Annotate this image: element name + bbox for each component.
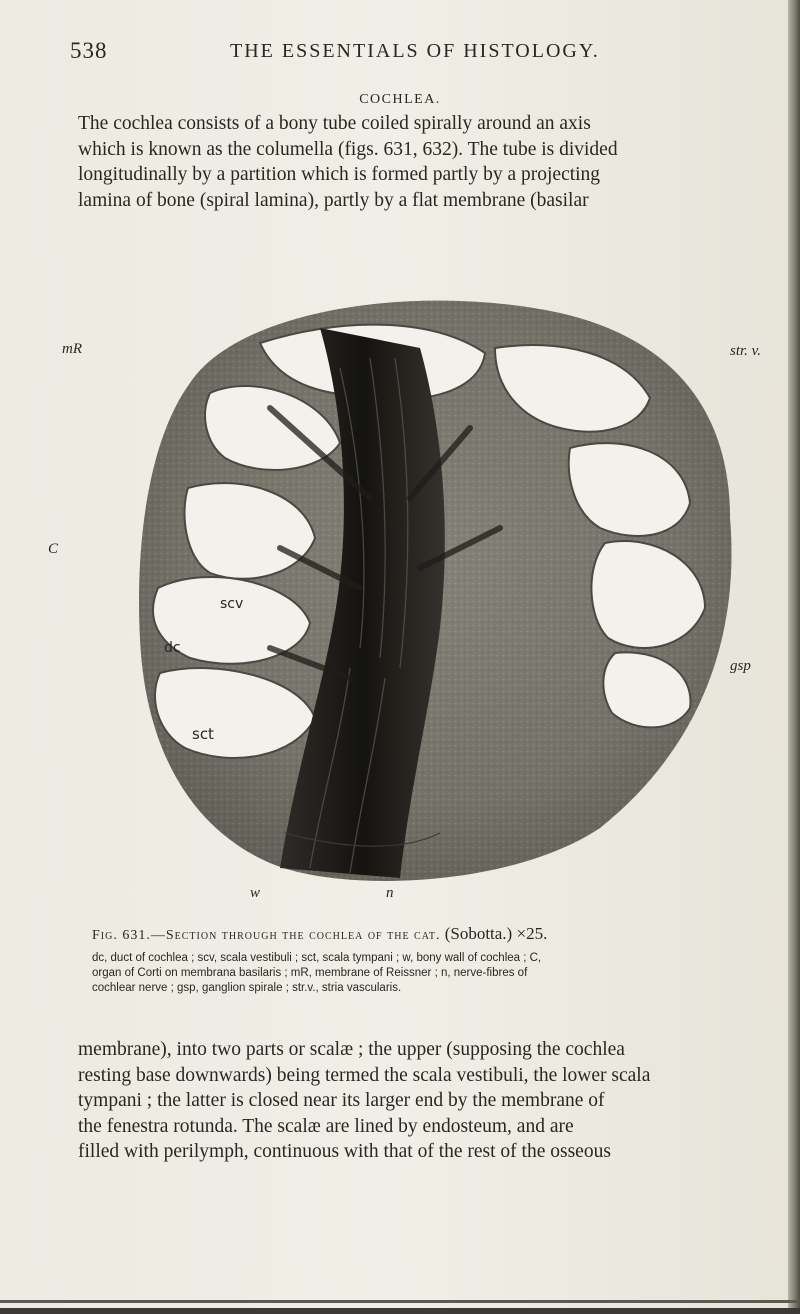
text-line: filled with perilymph, continuous with that of the rest of the osseous (78, 1141, 611, 1162)
paragraph-intro (78, 111, 768, 213)
text-line: longitudinally by a partition which is formed partly by a projecting (78, 164, 601, 185)
cochlea-section-figure (40, 288, 780, 908)
legend-line: cochlear nerve ; gsp, ganglion spirale ; str.v., stria vascularis. (92, 982, 402, 994)
text-line: which is known as the columella (figs. 631, 632). The tube is divided (78, 138, 618, 160)
section-heading: COCHLEA. (359, 92, 441, 107)
figure-caption-title (92, 924, 772, 944)
figure-number: Fig. 631. (92, 928, 151, 943)
figure-legend (92, 951, 772, 996)
running-head (70, 38, 770, 72)
figure-title: —Section through the cochlea of the cat. (150, 928, 441, 943)
label-str-v: str. v. (730, 343, 761, 359)
label-sct: sct (192, 725, 214, 743)
label-C: C (48, 541, 59, 557)
text-line: The cochlea consists of a bony tube coiled spirally around an axis (78, 113, 591, 134)
text-line: resting base downwards) being termed the scala vestibuli, the lower scala (78, 1064, 651, 1086)
label-w: w (250, 885, 261, 901)
page-bottom-edge (0, 1308, 800, 1314)
text-line: lamina of bone (spiral lamina), partly by a flat membrane (basilar (78, 189, 589, 211)
page-edge (788, 0, 800, 1314)
paragraph-scalae (78, 1037, 768, 1165)
label-dc: dc (164, 640, 181, 656)
label-scv: scv (220, 596, 244, 612)
text-line: membrane), into two parts or scalæ ; the upper (supposing the cochlea (78, 1039, 625, 1060)
text-line: tympani ; the latter is closed near its larger end by the membrane of (78, 1090, 605, 1111)
legend-line: organ of Corti on membrana basilaris ; mR, membrane of Reissner ; n, nerve-fibres of (92, 967, 528, 979)
label-gsp: gsp (730, 658, 751, 674)
figure-credit: (Sobotta.) (444, 924, 513, 943)
text-line: the fenestra rotunda. The scalæ are lined by endosteum, and are (78, 1115, 574, 1137)
running-title: THE ESSENTIALS OF HISTOLOGY. (230, 40, 600, 62)
page-number: 538 (70, 38, 108, 63)
cochlea-illustration (40, 288, 780, 908)
figure-magnification: ×25. (516, 924, 548, 943)
page-bottom-rule (0, 1300, 800, 1303)
label-mR: mR (62, 341, 82, 357)
legend-line: dc, duct of cochlea ; scv, scala vestibuli ; sct, scala tympani ; w, bony wall of cochlea ; C, (92, 952, 542, 964)
label-n: n (386, 885, 394, 901)
